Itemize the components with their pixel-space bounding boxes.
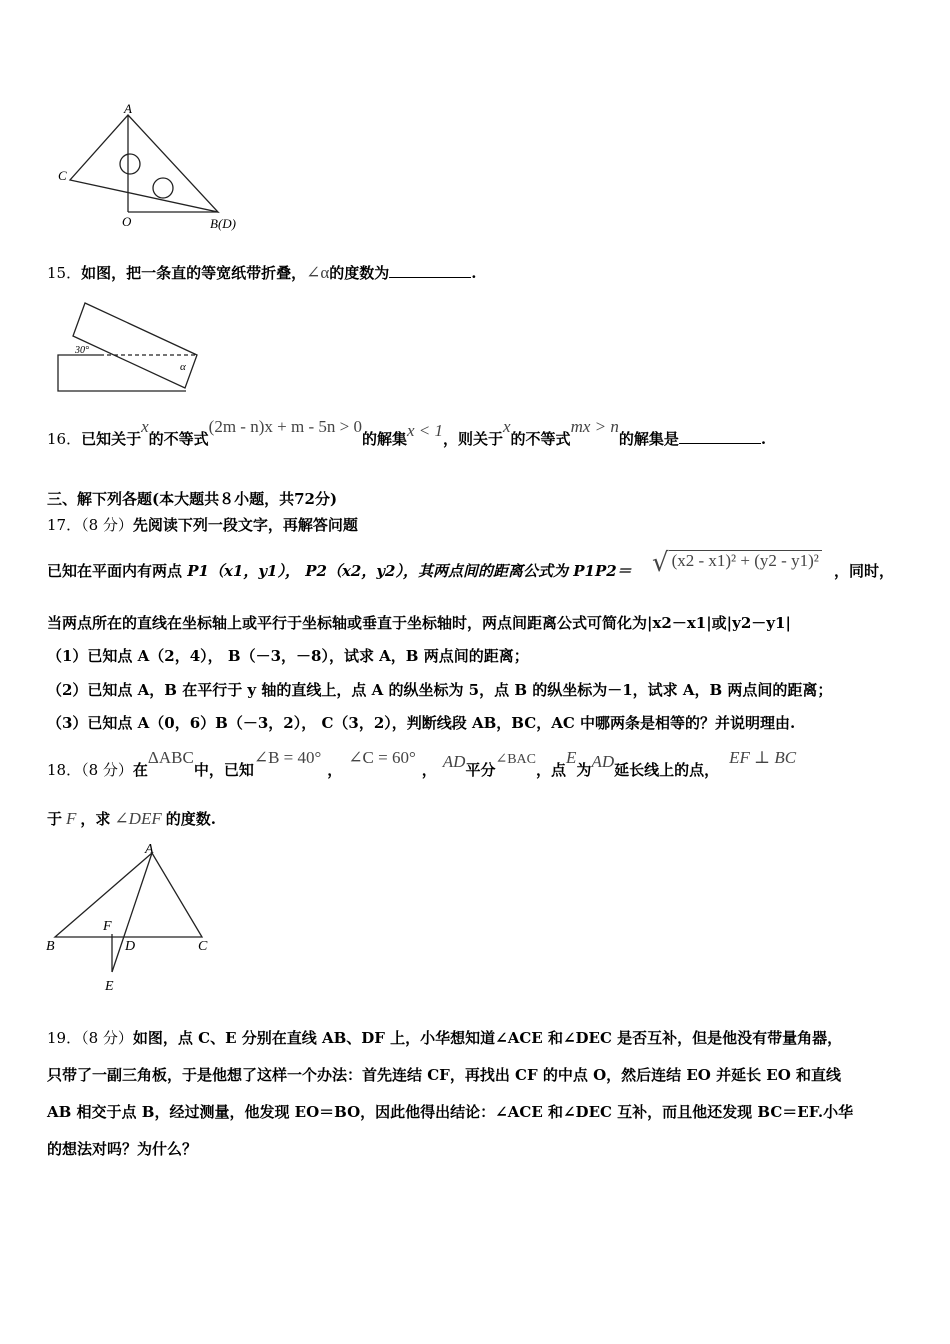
q18-text: 为 [576,761,592,779]
q18-text: 的度数. [165,810,216,828]
q19-text-1: 如图，点 C、E 分别在直线 AB、DF 上，小华想知道∠ACE 和∠DEC 是否互补，但是他没有带量角器， [132,1029,843,1047]
q18-text: 延长线上的点， [614,761,720,779]
q15-number: 15． [47,264,82,282]
q15-end: . [471,264,477,282]
q17-paragraph-2: 当两点所在的直线在坐标轴上或平行于坐标轴或垂直于坐标轴时，两点间距离公式可简化为|x2－x1|或|y2－y1| [47,614,791,632]
q18-text: 平分 [465,761,496,779]
q17-paragraph-1 [47,560,632,581]
ruler-hole-1 [120,154,140,174]
q17-intro: 先阅读下列一段文字，再解答问题 [132,516,358,534]
q18-text: ，求 [80,810,111,828]
q17-number: 17． [47,516,82,534]
q17-subquestion-2: （2）已知点 A，B 在平行于 y 轴的直线上，点 A 的纵坐标为 5，点 B 的纵坐标为－1，试求 A，B 两点间的距离； [47,681,833,699]
q16-answer-blank[interactable] [679,429,761,444]
q18-score: （8 分） [81,761,133,779]
q16-var-x: x [141,417,149,436]
triangle-ruler-outline [70,115,218,212]
q19-text-4: 的想法对吗？为什么？ [47,1140,198,1158]
q18-comma: ， [327,761,343,779]
q16-number: 16． [47,430,82,448]
ruler-hole-2 [153,178,173,198]
q17-score: （8 分） [81,516,133,534]
q18-text: 中，已知 [193,761,254,779]
q15-text: 如图，把一条直的等宽纸带折叠， [81,264,307,282]
q18-comma: ， [421,761,437,779]
q16-var-x2: x [503,417,511,436]
question-18-line-2 [47,808,216,829]
q18-triangle: ΔABC [147,748,194,767]
label-d: D [125,939,136,954]
q16-inequality-2: mx > n [570,417,619,436]
q16-text: ，则关于 [442,430,503,448]
q17-formula-lhs: P1P2＝ [573,562,632,580]
q18-point-f: F [66,809,77,828]
strip-lower [58,355,186,391]
label-BD: B(D) [210,216,236,231]
q17-p1-end: ，同时， [834,562,895,580]
q17-subquestion-3: （3）已知点 A（0，6）B（－3，2）， C（3，2），判断线段 AB，BC，AC 中哪两条是相等的？并说明理由. [47,714,796,732]
label-f: F [103,919,112,934]
q18-angle-c: ∠C = 60° [348,748,416,767]
alpha-label: α [180,361,186,373]
section-3-title: 三、解下列各题(本大题共８小题，共72分) [47,490,338,508]
question-19-line-1 [47,1027,842,1048]
q15-text-after: 的度数为 [329,264,390,282]
label-e: E [105,979,114,994]
q16-inequality-1: (2m - n)x + m - 5n > 0 [208,417,362,436]
q15-answer-blank[interactable] [389,263,471,278]
q18-text: 在 [132,761,148,779]
q16-text: 的不等式 [510,430,571,448]
question-16 [47,417,767,449]
q19-text-3: AB 相交于点 B，经过测量，他发现 EO＝BO，因此他得出结论：∠ACE 和∠DEC 互补，而且他还发现 BC＝EF.小华 [47,1103,854,1121]
q18-text: 于 [47,810,63,828]
folded-strip-upper [73,303,197,388]
q17-distance-formula [652,548,822,578]
angle-30-label: 30° [75,345,89,356]
q17-p1-text: 已知在平面内有两点 [47,562,183,580]
q16-text: 已知关于 [81,430,142,448]
question-15 [47,262,477,283]
label-a: A [145,842,154,857]
q18-ad: AD [591,752,615,771]
q17-formula-radicand: (x2 - x1)² + (y2 - y1)² [669,550,822,570]
label-c: C [198,939,208,954]
q18-text: ，点 [536,761,567,779]
q17-point-p2: P2（x2，y2），其两点间的距离公式为 [305,562,568,580]
q18-angle-b: ∠B = 40° [253,748,322,767]
q18-point-e: E [566,748,577,767]
q17-subquestion-1: （1）已知点 A（2，4）， B（－3，－8），试求 A，B 两点间的距离； [47,647,529,665]
q15-angle: ∠α [306,263,330,282]
q18-perpendicular: EF ⊥ BC [729,748,797,767]
q19-number: 19． [47,1029,82,1047]
label-O: O [122,214,132,229]
question-17-header [47,514,358,535]
q16-solution: x < 1 [406,421,443,440]
q18-angle-bac: ∠BAC [495,752,537,767]
q18-ad: AD [442,752,466,771]
q18-number: 18． [47,761,82,779]
q16-text: 的解集 [361,430,407,448]
q18-angle-def: ∠DEF [114,809,162,828]
label-C: C [58,168,67,183]
q16-text: 的解集是 [618,430,679,448]
q19-score: （8 分） [81,1029,133,1047]
q17-point-p1: P1（x1，y1）， [187,562,300,580]
triangle-abc-figure [40,838,225,998]
question-18-line-1 [47,748,797,780]
q16-text: 的不等式 [148,430,209,448]
q19-text-2: 只带了一副三角板，于是他想了这样一个办法：首先连结 CF，再找出 CF 的中点 O，然后连结 EO 并延长 EO 和直线 [47,1066,842,1084]
triangle-ruler-figure [50,100,260,240]
label-b: B [46,939,55,954]
folded-strip-figure [55,300,215,395]
sqrt-sign: √ [652,548,669,578]
label-A: A [124,101,132,116]
q16-end: . [760,430,767,448]
